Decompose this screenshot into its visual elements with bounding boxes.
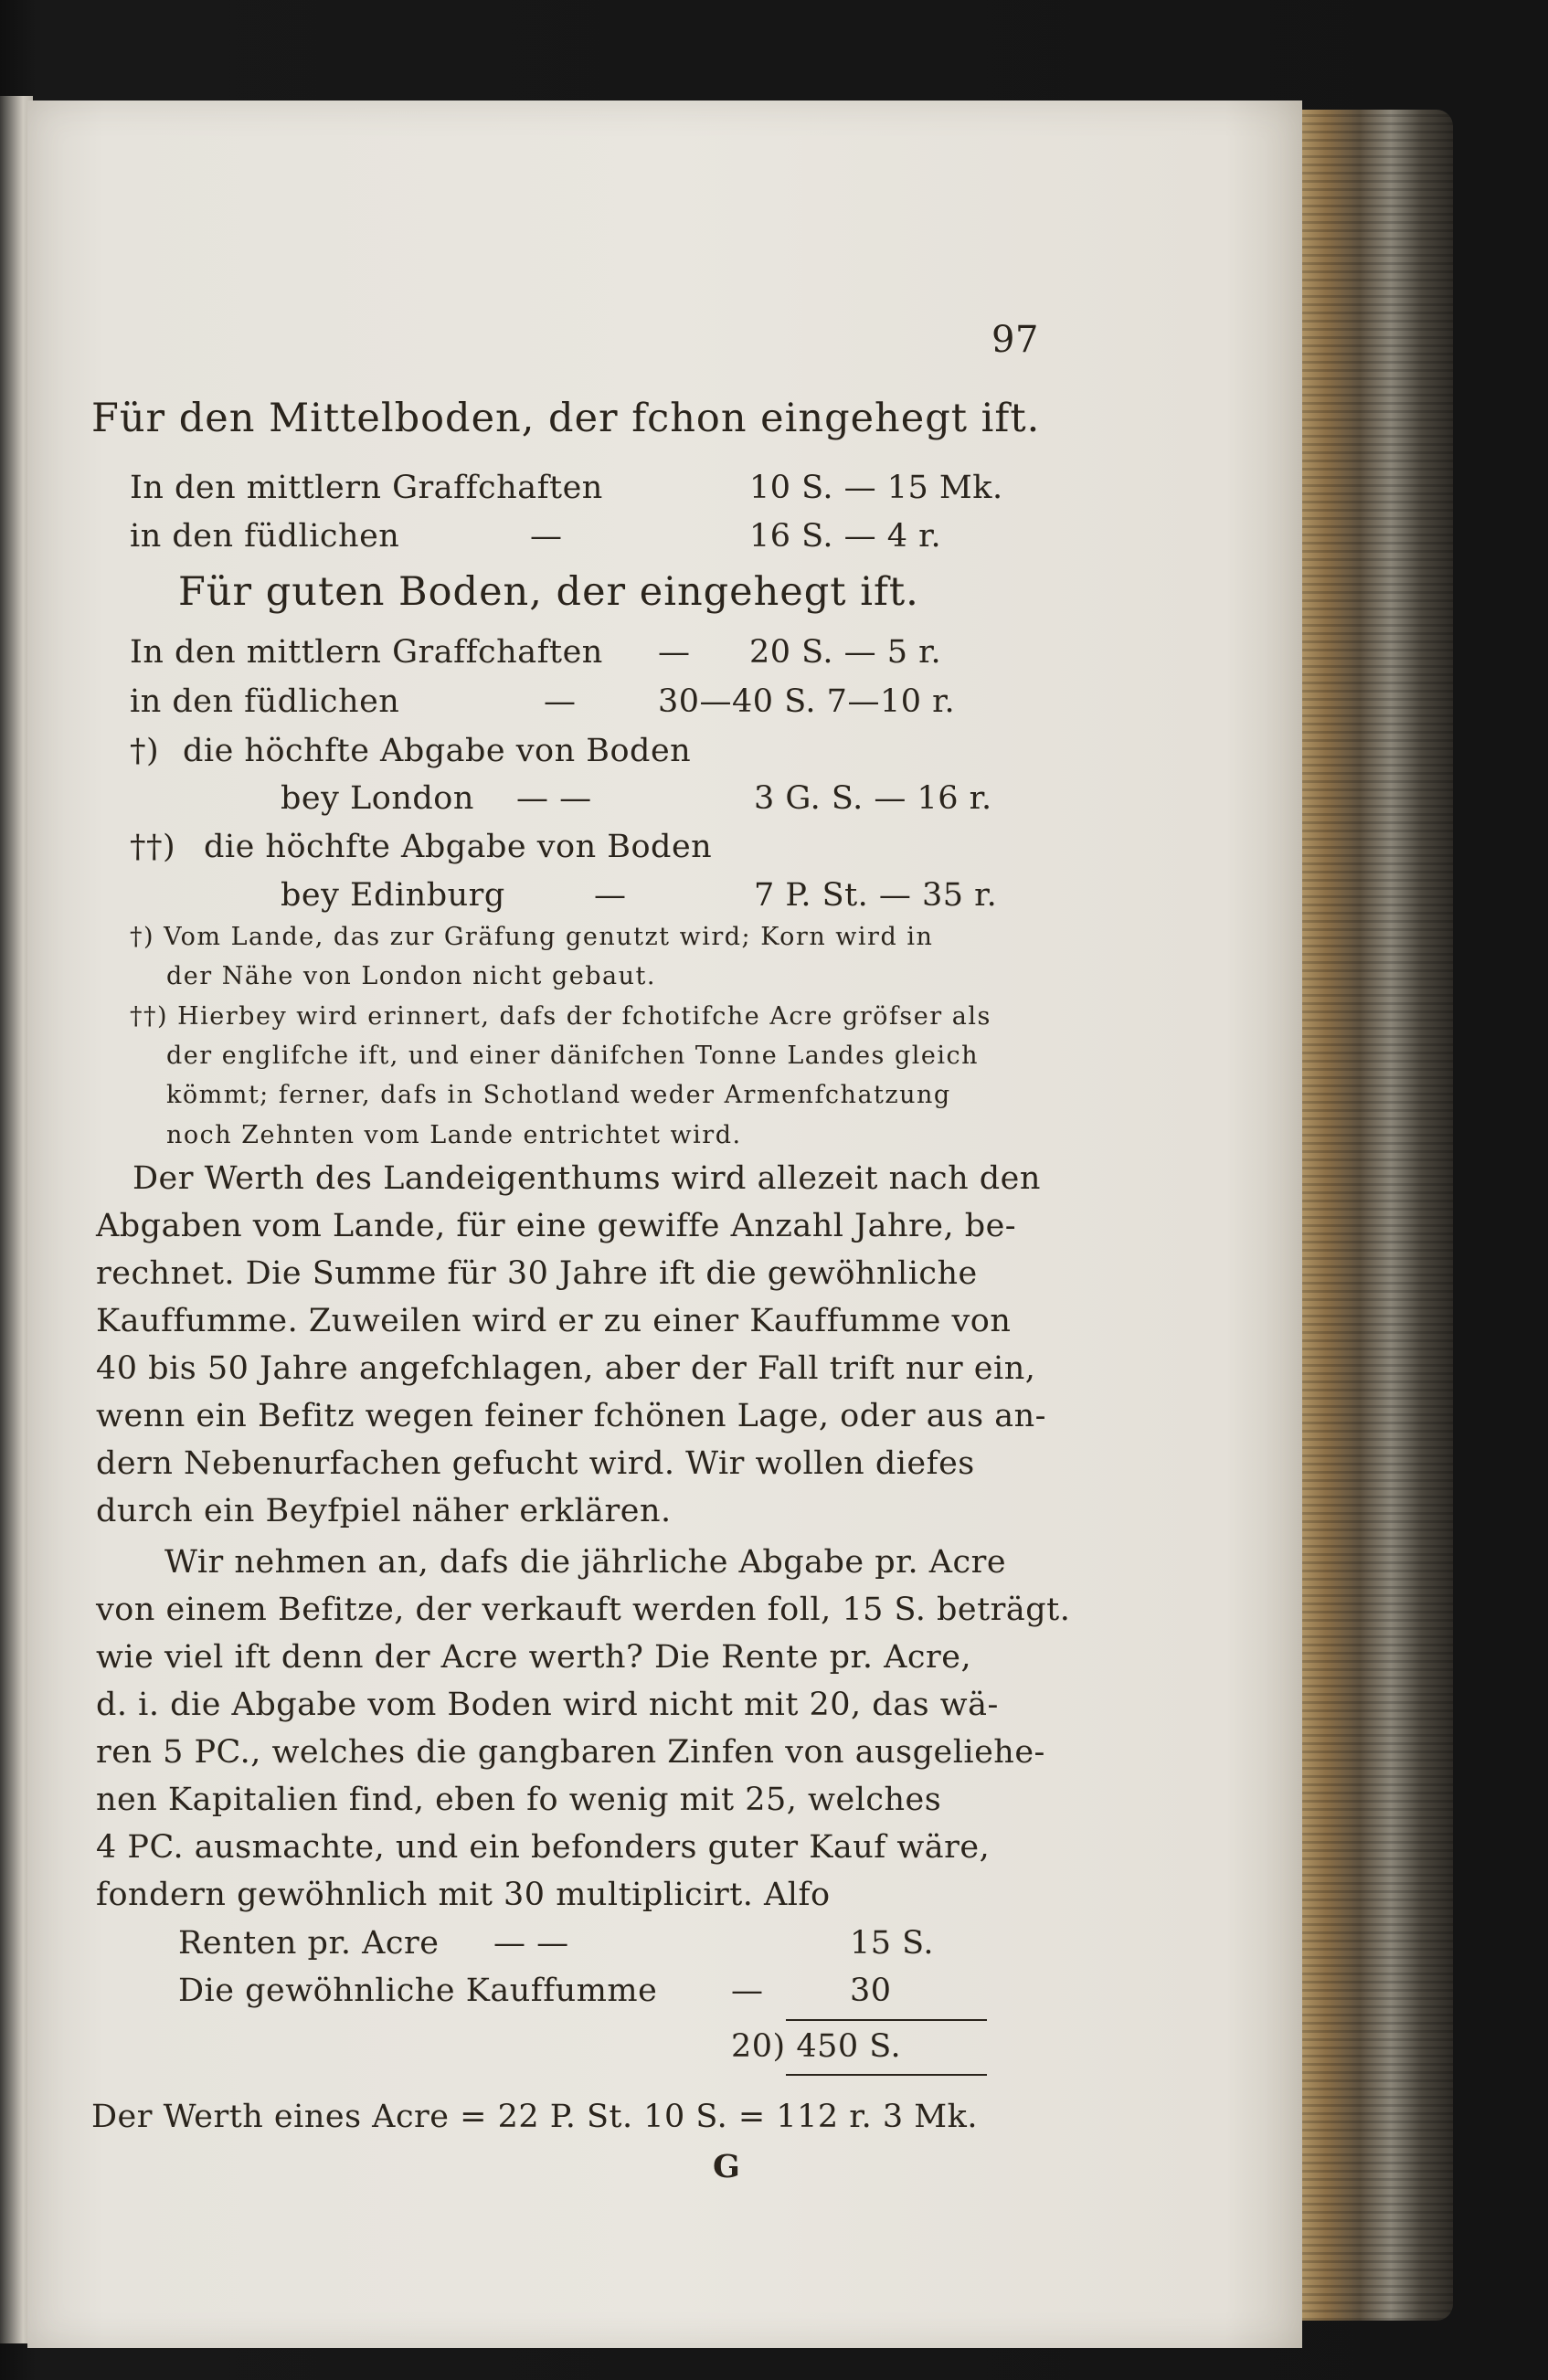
row-value: 10 S. — 15 Mk. bbox=[749, 470, 1003, 506]
row-value: 30—40 S. 7—10 r. bbox=[658, 683, 956, 720]
footnote-line: der Nähe von London nicht gebaut. bbox=[166, 962, 656, 990]
paragraph-line: nen Kapitalien find, eben fo wenig mit 25, welches bbox=[96, 1782, 942, 1818]
paragraph-line: von einem Befitze, der verkauft werden foll, 15 S. beträgt. bbox=[96, 1592, 1071, 1628]
note-marker: ††) bbox=[130, 829, 176, 865]
page-content bbox=[27, 100, 1302, 2348]
row-dash: — bbox=[530, 518, 563, 555]
row-dash: — bbox=[544, 683, 577, 720]
paragraph-line: wie viel ift denn der Acre werth? Die Rente pr. Acre, bbox=[96, 1639, 972, 1676]
note-text: die höchfte Abgabe von Boden bbox=[204, 829, 713, 865]
heading-mittelboden: Für den Mittelboden, der fchon eingehegt ift. bbox=[91, 396, 1041, 441]
paragraph-line: durch ein Beyfpiel näher erklären. bbox=[96, 1493, 672, 1529]
calc-label: Die gewöhnliche Kauffumme bbox=[178, 1973, 658, 2009]
row-value: 20 S. — 5 r. bbox=[749, 634, 942, 671]
paragraph-line: 4 PC. ausmachte, und ein befonders guter Kauf wäre, bbox=[96, 1829, 991, 1866]
row-label: in den füdlichen bbox=[130, 518, 400, 555]
footnote-line: †) Vom Lande, das zur Gräfung genutzt wird; Korn wird in bbox=[130, 923, 934, 951]
division-line: 20) 450 S. bbox=[731, 2028, 902, 2065]
row-label: In den mittlern Graffchaften bbox=[130, 470, 603, 506]
row-dash: — bbox=[658, 634, 691, 671]
row-dash: — bbox=[594, 877, 627, 914]
footnote-line: kömmt; ferner, dafs in Schotland weder Armenfchatzung bbox=[166, 1081, 951, 1109]
row-label: in den füdlichen bbox=[130, 683, 400, 720]
paragraph-line: dern Nebenurfachen gefucht wird. Wir wollen diefes bbox=[96, 1445, 975, 1482]
footnote-line: der englifche ift, und einer dänifchen Tonne Landes gleich bbox=[166, 1042, 980, 1070]
paragraph-line: rechnet. Die Summe für 30 Jahre ift die gewöhnliche bbox=[96, 1255, 978, 1292]
page-edges bbox=[1298, 110, 1453, 2321]
note-label: bey London bbox=[281, 780, 474, 817]
sum-rule bbox=[786, 2019, 987, 2021]
row-label: In den mittlern Graffchaften bbox=[130, 634, 603, 671]
row-value: 7 P. St. — 35 r. bbox=[754, 877, 998, 914]
calc-dash: — — bbox=[493, 1925, 569, 1962]
row-value: 3 G. S. — 16 r. bbox=[754, 780, 992, 817]
final-value-line: Der Werth eines Acre = 22 P. St. 10 S. = 112 r. 3 Mk. bbox=[91, 2099, 978, 2135]
paragraph-line: Der Werth des Landeigenthums wird allezeit nach den bbox=[133, 1160, 1041, 1197]
paragraph-line: d. i. die Abgabe vom Boden wird nicht mit 20, das wä- bbox=[96, 1687, 999, 1723]
note-text: die höchfte Abgabe von Boden bbox=[183, 733, 692, 769]
paragraph-line: Abgaben vom Lande, für eine gewiffe Anzahl Jahre, be- bbox=[96, 1208, 1017, 1244]
book-page bbox=[27, 100, 1302, 2348]
footnote-line: ††) Hierbey wird erinnert, dafs der fchotifche Acre gröfser als bbox=[130, 1002, 991, 1031]
row-value: 16 S. — 4 r. bbox=[749, 518, 942, 555]
row-dash: — — bbox=[516, 780, 592, 817]
paragraph-line: wenn ein Befitz wegen feiner fchönen Lage, oder aus an- bbox=[96, 1398, 1046, 1434]
paragraph-line: Kauffumme. Zuweilen wird er zu einer Kauffumme von bbox=[96, 1303, 1012, 1339]
note-label: bey Edinburg bbox=[281, 877, 505, 914]
calc-label: Renten pr. Acre bbox=[178, 1925, 440, 1962]
footnote-line: noch Zehnten vom Lande entrichtet wird. bbox=[166, 1121, 742, 1149]
heading-guter-boden: Für guten Boden, der eingehegt ift. bbox=[178, 569, 919, 615]
calc-dash: — bbox=[731, 1973, 764, 2009]
page-number: 97 bbox=[991, 319, 1039, 361]
paragraph-line: Wir nehmen an, dafs die jährliche Abgabe pr. Acre bbox=[164, 1544, 1007, 1581]
sum-rule bbox=[786, 2074, 987, 2076]
paragraph-line: fondern gewöhnlich mit 30 multiplicirt. Alfo bbox=[96, 1877, 831, 1913]
paragraph-line: ren 5 PC., welches die gangbaren Zinfen von ausgeliehe- bbox=[96, 1734, 1045, 1771]
calc-value: 15 S. bbox=[850, 1925, 935, 1962]
calc-value: 30 bbox=[850, 1973, 892, 2009]
signature-mark: G bbox=[713, 2148, 741, 2185]
note-marker: †) bbox=[130, 733, 160, 769]
paragraph-line: 40 bis 50 Jahre angefchlagen, aber der Fall trift nur ein, bbox=[96, 1350, 1036, 1387]
